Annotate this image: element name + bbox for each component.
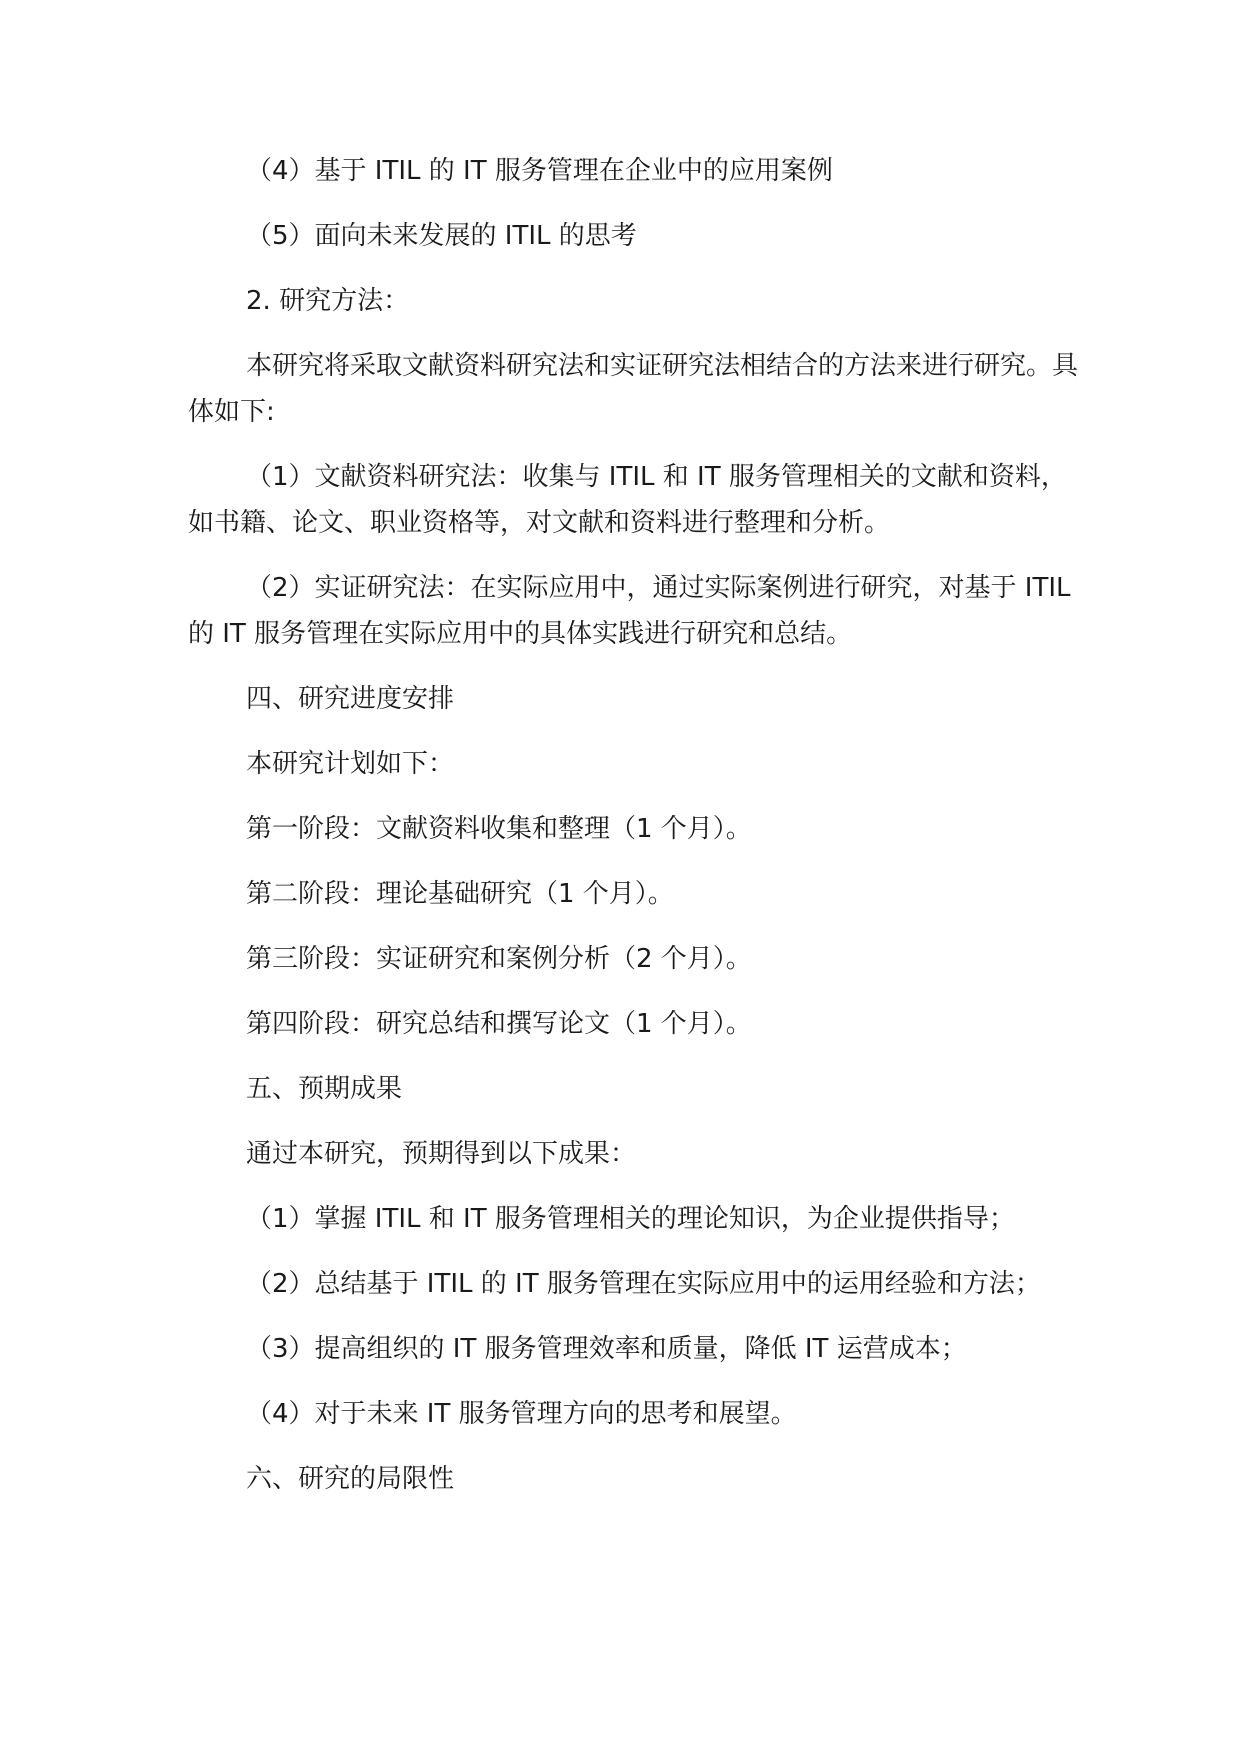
- list-item-literature-method: （1）文献资料研究法：收集与 ITIL 和 IT 服务管理相关的文献和资料，如书籍、论文、职业资格等，对文献和资料进行整理和分析。: [188, 462, 1067, 538]
- outcome-item-1: （1）掌握 ITIL 和 IT 服务管理相关的理论知识，为企业提供指导；: [246, 1204, 1015, 1234]
- schedule-phase-1: 第一阶段：文献资料收集和整理（1 个月）。: [246, 814, 752, 844]
- section-heading-outcomes: 五、预期成果: [246, 1074, 403, 1104]
- paragraph-methods-intro: 本研究将采取文献资料研究法和实证研究法相结合的方法来进行研究。具体如下:: [188, 351, 1079, 427]
- outcome-item-3: （3）提高组织的 IT 服务管理效率和质量，降低 IT 运营成本；: [246, 1334, 967, 1364]
- paragraph-outcomes-intro: 通过本研究，预期得到以下成果：: [246, 1139, 637, 1169]
- paragraph-schedule-intro: 本研究计划如下：: [246, 749, 455, 779]
- list-item-application-case: （4）基于 ITIL 的 IT 服务管理在企业中的应用案例: [246, 156, 833, 186]
- section-heading-limitations: 六、研究的局限性: [246, 1464, 455, 1494]
- section-heading-schedule: 四、研究进度安排: [246, 684, 455, 714]
- schedule-phase-2: 第二阶段：理论基础研究（1 个月）。: [246, 879, 674, 909]
- outcome-item-2: （2）总结基于 ITIL 的 IT 服务管理在实际应用中的运用经验和方法；: [246, 1269, 1041, 1299]
- document-body: [188, 148, 1088, 1521]
- schedule-phase-4: 第四阶段：研究总结和撰写论文（1 个月）。: [246, 1009, 752, 1039]
- list-item-future-thinking: （5）面向未来发展的 ITIL 的思考: [246, 221, 637, 251]
- section-heading-methods: 2. 研究方法：: [246, 286, 410, 316]
- schedule-phase-3: 第三阶段：实证研究和案例分析（2 个月）。: [246, 944, 752, 974]
- list-item-empirical-method: （2）实证研究法：在实际应用中，通过实际案例进行研究，对基于 ITIL 的 IT 服务管理在实际应用中的具体实践进行研究和总结。: [188, 573, 1071, 649]
- outcome-item-4: （4）对于未来 IT 服务管理方向的思考和展望。: [246, 1399, 797, 1429]
